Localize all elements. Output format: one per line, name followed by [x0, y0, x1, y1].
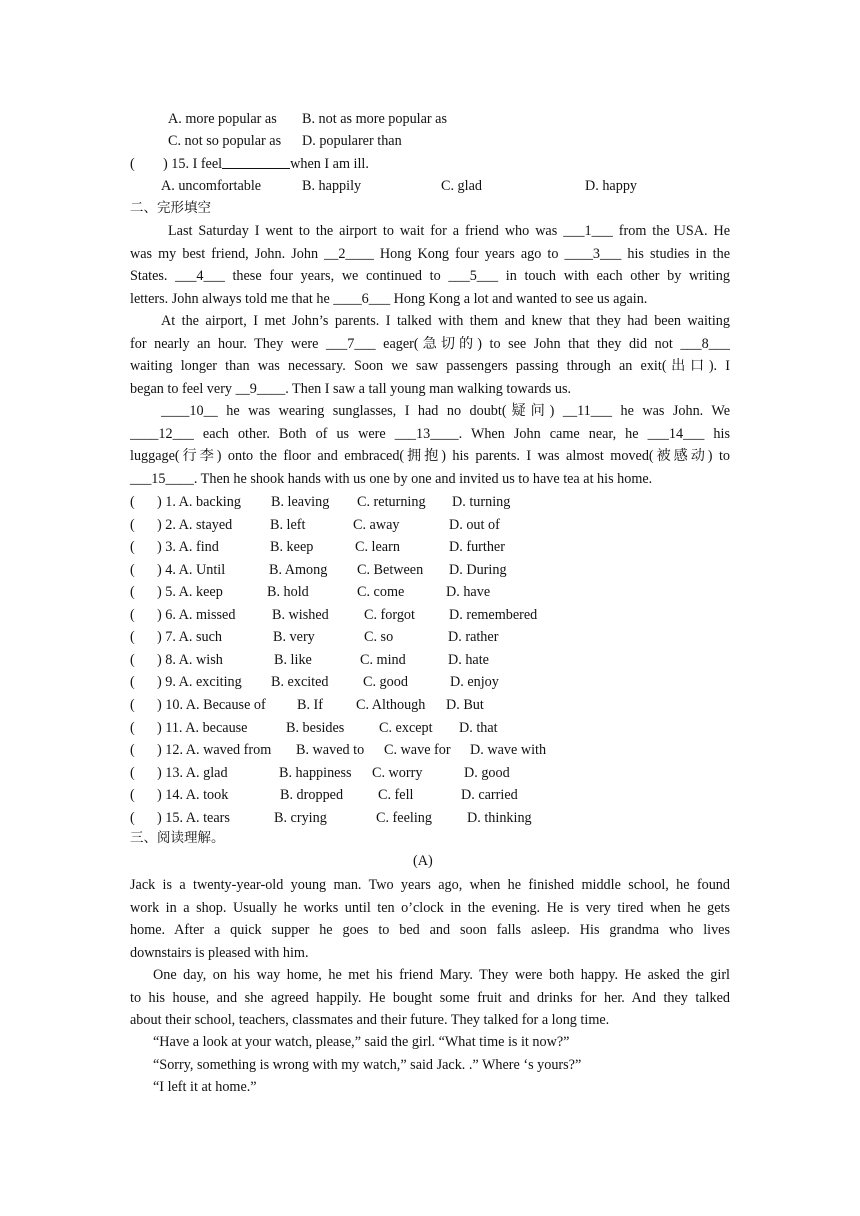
cloze-question-14-option-a: ) 14. A. took [157, 787, 229, 804]
cloze-question-7-option-c: C. so [364, 629, 394, 646]
passage-a-paragraph-2-line: to his house, and she agreed happily. He bought some fruit and drinks for her. And they talked [130, 989, 730, 1006]
cloze-question-5-option-c: C. come [357, 584, 405, 601]
passage-a-paragraph-5-line: “I left it at home.” [153, 1079, 257, 1095]
q15-option-d: D. happy [585, 178, 638, 194]
cloze-question-4-option-b: B. Among [269, 561, 328, 578]
cloze-answer-paren: ( [130, 539, 135, 556]
cloze-answer-paren: ( [130, 584, 135, 601]
cloze-question-7-option-a: ) 7. A. such [157, 629, 223, 646]
cloze-question-10-option-c: C. Although [356, 696, 426, 713]
q14-option-a: A. more popular as [168, 111, 277, 127]
cloze-answer-paren: ( [130, 516, 135, 533]
cloze-paragraph-2-line: waiting longer than was necessary. Soon we saw passengers passing through an exit(出口). I [130, 358, 730, 375]
q15-paren-open: ( [130, 156, 135, 172]
q15-option-b: B. happily [302, 178, 362, 194]
cloze-question-15-option-b: B. crying [274, 809, 327, 826]
cloze-question-9-option-d: D. enjoy [450, 674, 499, 691]
cloze-paragraph-1-line: letters. John always told me that he ____6___ Hong Kong a lot and wanted to see us again. [130, 290, 648, 307]
cloze-paragraph-1-line: Last Saturday I went to the airport to wait for a friend who was ___1___ from the USA. He [168, 223, 730, 239]
cloze-question-3-option-d: D. further [449, 539, 505, 556]
cloze-paragraph-2-line: At the airport, I met John’s parents. I talked with them and knew that they had been waiting [161, 313, 730, 329]
cloze-paragraph-1-line: was my best friend, John. John __2____ Hong Kong four years ago to ____3___ his studies in the [130, 245, 730, 262]
passage-a-paragraph-3-line: “Have a look at your watch, please,” said the girl. “What time is it now?” [153, 1034, 570, 1050]
cloze-question-4-option-c: C. Between [357, 561, 424, 578]
passage-a-paragraph-1-line: home. After a quick supper he goes to bed and soon falls asleep. His grandma who lives [130, 922, 730, 939]
passage-a-label: (A) [413, 853, 433, 869]
cloze-question-9-option-c: C. good [363, 674, 408, 691]
cloze-question-12-option-b: B. waved to [296, 742, 365, 759]
cloze-question-10-option-b: B. If [297, 696, 324, 713]
q14-option-d: D. popularer than [302, 133, 402, 149]
cloze-answer-paren: ( [130, 809, 135, 826]
cloze-question-11-option-b: B. besides [286, 719, 345, 736]
cloze-question-8-option-c: C. mind [360, 651, 406, 668]
cloze-paragraph-3-line: ____12___ each other. Both of us were ___13____. When John came near, he ___14___ his [130, 425, 730, 442]
cloze-answer-paren: ( [130, 606, 135, 623]
passage-a-paragraph-2-line: One day, on his way home, he met his friend Mary. They were both happy. He asked the girl [153, 967, 730, 983]
cloze-question-15-option-a: ) 15. A. tears [157, 809, 230, 826]
cloze-question-5-option-a: ) 5. A. keep [157, 584, 223, 601]
cloze-question-7-option-b: B. very [273, 629, 315, 646]
cloze-question-12-option-d: D. wave with [470, 742, 547, 759]
cloze-answer-paren: ( [130, 494, 135, 510]
cloze-question-10-option-d: D. But [446, 696, 484, 713]
cloze-answer-paren: ( [130, 696, 135, 713]
q14-option-b: B. not as more popular as [302, 111, 447, 127]
passage-a-paragraph-1-line: Jack is a twenty-year-old young man. Two years ago, when he finished middle school, he found [130, 877, 730, 893]
passage-a-paragraph-4-line: “Sorry, something is wrong with my watch,” said Jack. .” Where ‘s yours?” [153, 1057, 582, 1073]
passage-a-paragraph-1-line: work in a shop. Usually he works until ten o’clock in the evening. He is very tired when he gets [130, 899, 730, 916]
q15-paren-close: ) [163, 156, 168, 172]
cloze-question-5-option-b: B. hold [267, 584, 309, 601]
cloze-answer-paren: ( [130, 742, 135, 759]
cloze-question-8-option-a: ) 8. A. wish [157, 651, 223, 668]
cloze-question-15-option-c: C. feeling [376, 809, 432, 826]
cloze-question-15-option-d: D. thinking [467, 809, 532, 826]
cloze-question-1-option-c: C. returning [357, 494, 426, 510]
cloze-paragraph-3-line: ____10__ he was wearing sunglasses, I had no doubt(疑问) __11___ he was John. We [161, 403, 730, 419]
cloze-question-5-option-d: D. have [446, 584, 491, 601]
q15-stem-before: 15. I feel [171, 156, 223, 172]
cloze-answer-paren: ( [130, 674, 135, 691]
cloze-question-6-option-c: C. forgot [364, 606, 415, 623]
cloze-question-3-option-a: ) 3. A. find [157, 539, 219, 556]
cloze-question-7-option-d: D. rather [448, 629, 499, 646]
cloze-question-4-option-a: ) 4. A. Until [157, 561, 226, 578]
cloze-question-2-option-b: B. left [270, 516, 306, 533]
cloze-question-13-option-b: B. happiness [279, 764, 352, 781]
cloze-question-3-option-b: B. keep [270, 539, 314, 556]
cloze-question-9-option-a: ) 9. A. exciting [157, 674, 242, 691]
cloze-question-4-option-d: D. During [449, 561, 507, 578]
cloze-question-11-option-c: C. except [379, 719, 433, 736]
cloze-question-8-option-b: B. like [274, 651, 312, 668]
cloze-answer-paren: ( [130, 719, 135, 736]
cloze-answer-paren: ( [130, 787, 135, 804]
section2-title: 二、完形填空 [130, 200, 211, 216]
cloze-question-13-option-d: D. good [464, 764, 510, 781]
section3-title: 三、阅读理解。 [130, 830, 225, 846]
cloze-question-9-option-b: B. excited [271, 674, 329, 691]
cloze-question-10-option-a: ) 10. A. Because of [157, 696, 266, 713]
cloze-question-2-option-a: ) 2. A. stayed [157, 516, 233, 533]
passage-a-paragraph-2-line: about their school, teachers, classmates and their future. They talked for a long time. [130, 1012, 610, 1029]
cloze-paragraph-3-line: luggage(行李) onto the floor and embraced(拥抱) his parents. I was almost moved(被感动) to [130, 448, 730, 465]
cloze-question-13-option-a: ) 13. A. glad [157, 764, 228, 781]
cloze-question-6-option-b: B. wished [272, 606, 329, 623]
cloze-question-12-option-c: C. wave for [384, 742, 451, 759]
cloze-question-14-option-d: D. carried [461, 787, 518, 804]
cloze-question-2-option-c: C. away [353, 516, 400, 533]
cloze-question-2-option-d: D. out of [449, 516, 500, 533]
q15-option-a: A. uncomfortable [161, 178, 262, 194]
q15-answer-blank [222, 154, 290, 169]
q14-option-c: C. not so popular as [168, 133, 282, 149]
cloze-question-1-option-a: ) 1. A. backing [157, 494, 241, 510]
cloze-question-3-option-c: C. learn [355, 539, 400, 556]
cloze-answer-paren: ( [130, 561, 135, 578]
cloze-paragraph-1-line: States. ___4___ these four years, we continued to ___5___ in touch with each other by writing [130, 268, 730, 285]
q15-question [163, 154, 369, 174]
cloze-question-12-option-a: ) 12. A. waved from [157, 742, 272, 759]
cloze-answer-paren: ( [130, 764, 135, 781]
cloze-question-1-option-b: B. leaving [271, 494, 330, 510]
cloze-answer-paren: ( [130, 651, 135, 668]
cloze-question-11-option-d: D. that [459, 719, 498, 736]
cloze-answer-paren: ( [130, 629, 135, 646]
cloze-question-13-option-c: C. worry [372, 764, 423, 781]
passage-a-paragraph-1-line: downstairs is pleased with him. [130, 944, 309, 961]
cloze-question-11-option-a: ) 11. A. because [157, 719, 248, 736]
cloze-paragraph-2-line: for nearly an hour. They were ___7___ eager(急切的) to see John that they did not ___8___ [130, 335, 730, 352]
cloze-paragraph-2-line: began to feel very __9____. Then I saw a tall young man walking towards us. [130, 380, 572, 397]
cloze-question-6-option-d: D. remembered [449, 606, 538, 623]
q15-option-c: C. glad [441, 178, 482, 194]
cloze-question-14-option-c: C. fell [378, 787, 414, 804]
cloze-question-1-option-d: D. turning [452, 494, 511, 510]
q15-stem-after: when I am ill. [290, 156, 369, 172]
cloze-paragraph-3-line: ___15____. Then he shook hands with us one by one and invited us to have tea at his home. [130, 470, 653, 487]
cloze-question-14-option-b: B. dropped [280, 787, 344, 804]
cloze-question-6-option-a: ) 6. A. missed [157, 606, 236, 623]
cloze-question-8-option-d: D. hate [448, 651, 489, 668]
